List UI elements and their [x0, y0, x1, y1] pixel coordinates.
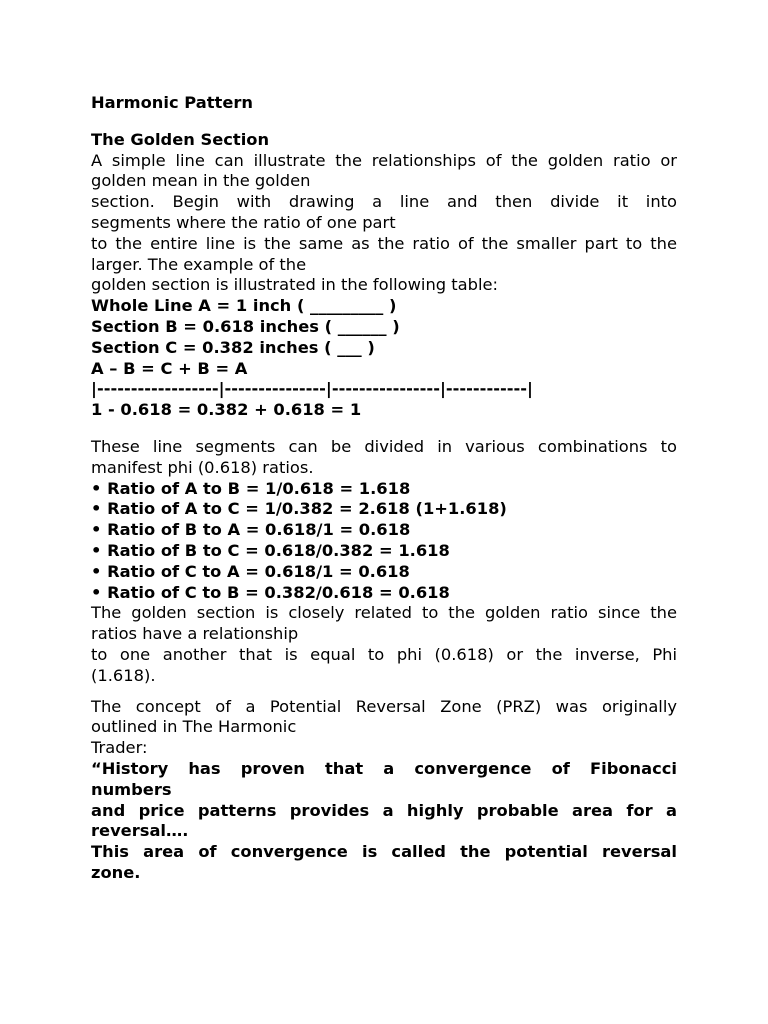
quote-line: numbers	[91, 779, 172, 799]
text-line: manifest phi (0.618) ratios.	[91, 457, 314, 477]
text-line: golden mean in the golden	[91, 171, 311, 191]
closing-paragraph	[91, 603, 677, 686]
text-line: A simple line can illustrate the relationships of the golden ratio or	[91, 150, 677, 170]
text-line: section. Begin with drawing a line and then divide it into	[91, 192, 677, 212]
page-title: Harmonic Pattern	[91, 93, 253, 112]
text-line: golden section is illustrated in the following table:	[91, 275, 498, 295]
quote-paragraph	[91, 759, 677, 884]
list-item: • Ratio of C to A = 0.618/1 = 0.618	[91, 561, 410, 581]
segments-paragraph	[91, 437, 677, 479]
ratio-list	[91, 479, 677, 604]
prz-paragraph	[91, 697, 677, 759]
quote-line: reversal….	[91, 821, 189, 841]
section-heading: The Golden Section	[91, 129, 270, 149]
text-line: to the entire line is the same as the ratio of the smaller part to the	[91, 233, 677, 253]
divider-line: |------------------|---------------|----------------|------------|	[91, 379, 533, 399]
quote-line: “History has proven that a convergence of Fibonacci	[91, 758, 677, 778]
text-line: Trader:	[91, 738, 148, 758]
table-line: A – B = C + B = A	[91, 358, 248, 378]
quote-line: zone.	[91, 862, 141, 882]
table-line: Whole Line A = 1 inch ( _________ )	[91, 296, 397, 316]
list-item: • Ratio of B to C = 0.618/0.382 = 1.618	[91, 540, 450, 560]
list-item: • Ratio of A to C = 1/0.382 = 2.618 (1+1.618)	[91, 499, 507, 519]
quote-line: This area of convergence is called the potential reversal	[91, 842, 677, 862]
list-item: • Ratio of A to B = 1/0.618 = 1.618	[91, 478, 411, 498]
text-line: The concept of a Potential Reversal Zone (PRZ) was originally	[91, 696, 677, 716]
table-line: Section B = 0.618 inches ( ______ )	[91, 316, 400, 336]
table-line: Section C = 0.382 inches ( ___ )	[91, 337, 375, 357]
document-content	[91, 93, 677, 884]
text-line: outlined in The Harmonic	[91, 717, 297, 737]
text-line: ratios have a relationship	[91, 624, 299, 644]
intro-paragraph	[91, 151, 677, 297]
list-item: • Ratio of C to B = 0.382/0.618 = 0.618	[91, 582, 450, 602]
text-line: larger. The example of the	[91, 254, 307, 274]
golden-section-table	[91, 296, 677, 421]
text-line: (1.618).	[91, 665, 156, 685]
text-line: to one another that is equal to phi (0.618) or the inverse, Phi	[91, 644, 677, 664]
quote-line: and price patterns provides a highly probable area for a	[91, 800, 677, 820]
table-line: 1 - 0.618 = 0.382 + 0.618 = 1	[91, 400, 362, 420]
text-line: These line segments can be divided in various combinations to	[91, 436, 677, 456]
text-line: The golden section is closely related to the golden ratio since the	[91, 603, 677, 623]
text-line: segments where the ratio of one part	[91, 212, 396, 232]
list-item: • Ratio of B to A = 0.618/1 = 0.618	[91, 520, 411, 540]
